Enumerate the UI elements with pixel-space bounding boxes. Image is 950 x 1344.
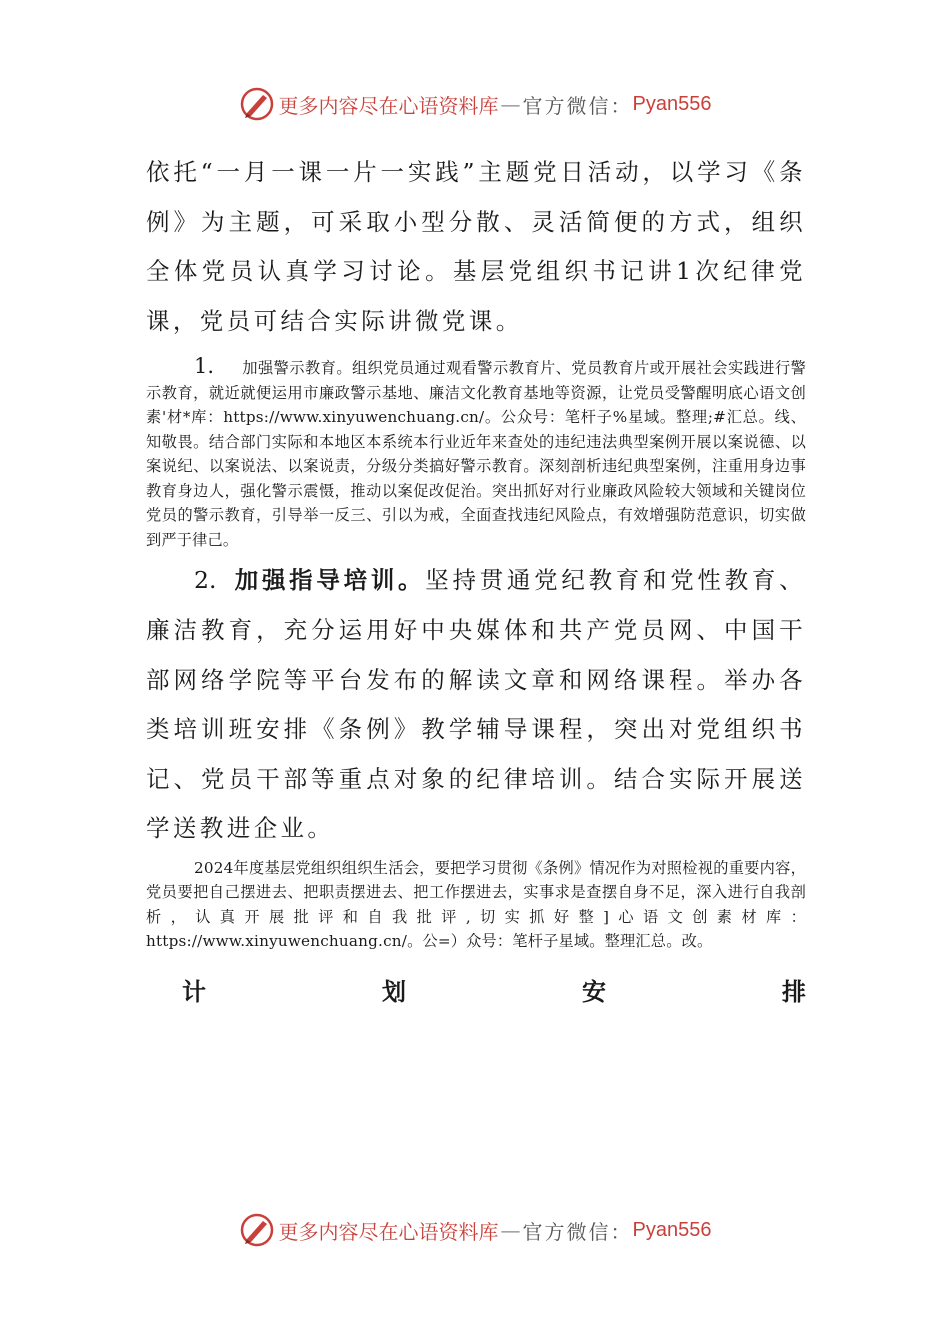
meeting-paragraph: 2024年度基层党组织组织生活会，要把学习贯彻《条例》情况作为对照检视的重要内容，党员要把自己摆进去、把职责摆进去、把工作摆进去，实事求是查摆自身不足，深入进行自我剖析，认真开展批评和自我批评,切实抓好整]心语文创素材库：https://www.xinyuwenchuang.cn/。公=）众号：笔杆子星域。整理汇总。改。 <box>146 858 806 951</box>
heading-char: 划 <box>382 977 406 1006</box>
banner-main-text: 更多内容尽在心语资料库 <box>278 93 499 118</box>
document-body <box>146 148 806 1007</box>
footer-watermark-banner <box>0 1208 950 1252</box>
banner-wechat-id: Pyan556 <box>632 1218 712 1241</box>
item2-number: 2. <box>194 566 217 595</box>
section-heading <box>146 972 806 1007</box>
banner-dash: — <box>500 92 521 116</box>
heading-char: 安 <box>582 977 606 1006</box>
item1-number: 1. <box>194 354 215 379</box>
item1-text: 加强警示教育。组织党员通过观看警示教育片、党员教育片或开展社会实践进行警示教育，就近就便运用市廉政警示基地、廉洁文化教育基地等资源，让党员受警醒明底心语文创素'材*库：https://www.xinyuwenchuang.cn/。公众号：笔杆子%星域。整理;#汇总。线、知敬畏。结合部门实际和本地区本系统本行业近年来查处的违纪违法典型案例开展以案说德、以案说纪、以案说法、以案说责，分级分类搞好警示教育。深刻剖析违纪典型案例，注重用身边事教育身边人，强化警示震慑，推动以案促改促治。突出抓好对行业廉政风险较大领域和关键岗位党员的警示教育，引导举一反三、引以为戒，全面查找违纪风险点，有效增强防范意识，切实做到严于律己。 <box>146 359 806 549</box>
item2-text: 坚持贯通党纪教育和党性教育、廉洁教育，充分运用好中央媒体和共产党员网、中国干部网络学院等平台发布的解读文章和网络课程。举办各类培训班安排《条例》教学辅导课程，突出对党组织书记、党员干部等重点对象的纪律培训。结合实际开展送学送教进企业。 <box>146 566 806 843</box>
item1-paragraph <box>146 354 806 552</box>
item2-paragraph <box>146 556 806 854</box>
banner-main-text: 更多内容尽在心语资料库 <box>278 1219 499 1244</box>
pen-logo-icon <box>239 86 275 122</box>
banner-wechat-label: 官方微信： <box>522 1219 633 1244</box>
banner-dash: — <box>500 1218 521 1242</box>
intro-paragraph: 依托“一月一课一片一实践”主题党日活动，以学习《条例》为主题，可采取小型分散、灵活简便的方式，组织全体党员认真学习讨论。基层党组织书记讲1次纪律党课，党员可结合实际讲微党课。 <box>146 158 806 335</box>
banner-wechat-label: 官方微信： <box>522 93 633 118</box>
heading-char: 排 <box>782 977 806 1006</box>
banner-wechat-id: Pyan556 <box>632 92 712 115</box>
heading-char: 计 <box>182 977 206 1006</box>
header-watermark-banner <box>0 82 950 126</box>
pen-logo-icon <box>239 1212 275 1248</box>
item2-title: 加强指导培训。 <box>234 566 426 595</box>
